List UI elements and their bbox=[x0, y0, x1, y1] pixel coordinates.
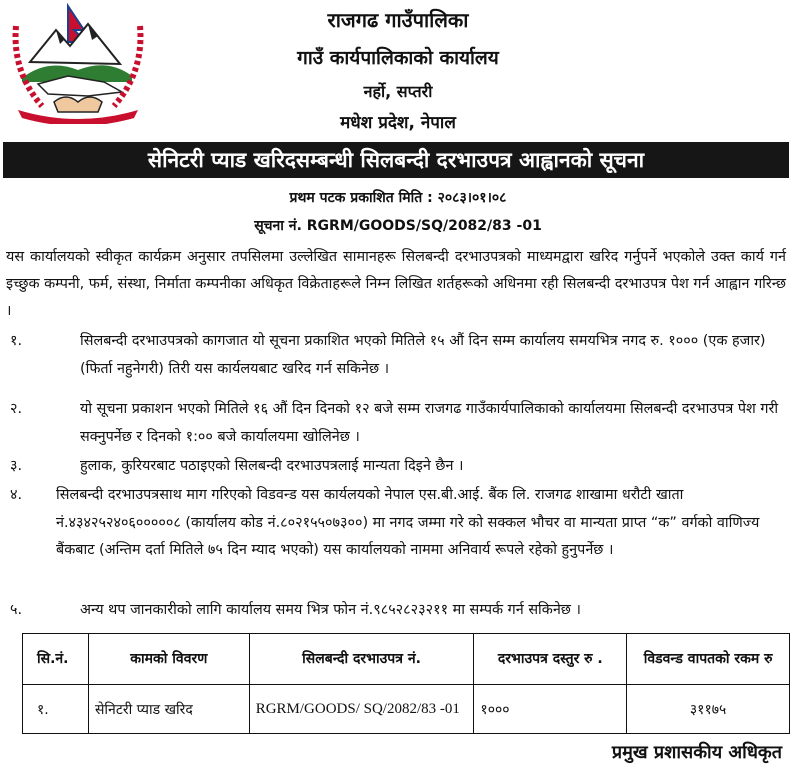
header-ref: सिलबन्दी दरभाउपत्र नं. bbox=[249, 634, 474, 685]
bid-details-table bbox=[22, 633, 790, 734]
table-header-row bbox=[23, 634, 790, 685]
office-address: नर्हो, सप्तरी bbox=[363, 82, 433, 101]
condition-number: ५. bbox=[10, 602, 23, 618]
published-date: प्रथम पटक प्रकाशित मिति : २०८३।०१।०८ bbox=[289, 190, 507, 206]
office-name: राजगढ गाउँपालिका bbox=[327, 8, 469, 32]
intro-paragraph: यस कार्यालयको स्वीकृत कार्यक्रम अनुसार तपसिलमा उल्लेखित सामानहरू सिलबन्दी दरभाउपत्रको माध्यमद्वारा खरिद गर्नुपर्ने भएकोले उक्त कार्य गर्न इच्छुक कम्पनी, फर्म, संस्था, निर्माता कम्पनीका अधिकृत विक्रेताहरूले निम्न लिखित शर्तहरूको अधिनमा रही सिलबन्दी दरभाउपत्र पेश गर्न आह्वान गरिन्छ । bbox=[6, 249, 786, 319]
condition-text: यो सूचना प्रकाशन भएको मितिले १६ औं दिन दिनको १२ बजे सम्म राजगढ गाउँकार्यपालिकाको कार्यालयमा सिलबन्दी दरभाउपत्र पेश गरी सक्नुपर्नेछ र दिनको १:०० बजे कार्यालयमा खोलिनेछ । bbox=[80, 401, 779, 445]
condition-text: हुलाक, कुरियरबाट पठाइएको सिलबन्दी दरभाउपत्रलाई मान्यता दिइने छैन । bbox=[80, 458, 464, 474]
header-bid: विडवन्ड वापतको रकम रु bbox=[627, 634, 790, 685]
condition-text: सिलबन्दी दरभाउपत्रसाथ माग गरिएको विडवन्ड यस कार्यलयको नेपाल एस.बी.आई. बैंक लि. राजगढ शाखामा धरौटी खाता नं.४३४२५२४०६०००००८ (कार्यालय कोड नं.८०२१५५०७३००) मा नगद जम्मा गरे को सक्कल भौचर वा मान्यता प्राप्त “क” वर्गको वाणिज्य बैंकबाट (अन्तिम दर्ता मितिले ७५ दिन म्याद भएको) यस कार्यालयको नाममा अनिवार्य रूपले रहेको हुनुपर्नेछ । bbox=[56, 487, 760, 558]
cell-fee: १००० bbox=[474, 685, 627, 734]
cell-sn: १. bbox=[23, 685, 89, 734]
condition-item bbox=[10, 396, 796, 452]
condition-item bbox=[10, 482, 796, 598]
cell-work: सेनिटरी प्याड खरिद bbox=[88, 685, 249, 734]
office-subtitle: गाउँ कार्यपालिकाको कार्यालय bbox=[297, 47, 499, 69]
condition-item bbox=[10, 328, 796, 384]
cell-ref: RGRM/GOODS/ SQ/2082/83 -01 bbox=[249, 685, 474, 734]
notice-title-banner: सेनिटरी प्याड खरिदसम्बन्धी सिलबन्दी दरभाउपत्र आह्वानको सूचना bbox=[3, 142, 789, 178]
header-work: कामको विवरण bbox=[88, 634, 249, 685]
condition-number: ४. bbox=[10, 487, 23, 503]
condition-number: ३. bbox=[10, 458, 23, 474]
notice-number: सूचना नं. RGRM/GOODS/SQ/2082/83 -01 bbox=[254, 218, 542, 234]
office-province: मधेश प्रदेश, नेपाल bbox=[340, 113, 456, 133]
condition-text: अन्य थप जानकारीको लागि कार्यालय समय भित्र फोन नं.९८५२८२३२११ मा सम्पर्क गर्न सकिनेछ । bbox=[80, 602, 581, 618]
condition-text: सिलबन्दी दरभाउपत्रको कागजात यो सूचना प्रकाशित भएको मितिले १५ औं दिन सम्म कार्यालय समयभित्र नगद रु. १००० (एक हजार) (फिर्ता नहुनेगरी) तिरी यस कार्यलयबाट खरिद गर्न सकिनेछ । bbox=[80, 333, 766, 377]
condition-item bbox=[10, 597, 796, 625]
signatory-title: प्रमुख प्रशासकीय अधिकृत bbox=[611, 742, 782, 763]
cell-bid: ३११७५ bbox=[627, 685, 790, 734]
condition-item bbox=[10, 453, 796, 481]
condition-number: २. bbox=[10, 401, 23, 417]
table-row bbox=[23, 685, 790, 734]
condition-number: १. bbox=[10, 333, 23, 349]
header-fee: दरभाउपत्र दस्तुर रु . bbox=[474, 634, 627, 685]
header-sn: सि.नं. bbox=[23, 634, 89, 685]
